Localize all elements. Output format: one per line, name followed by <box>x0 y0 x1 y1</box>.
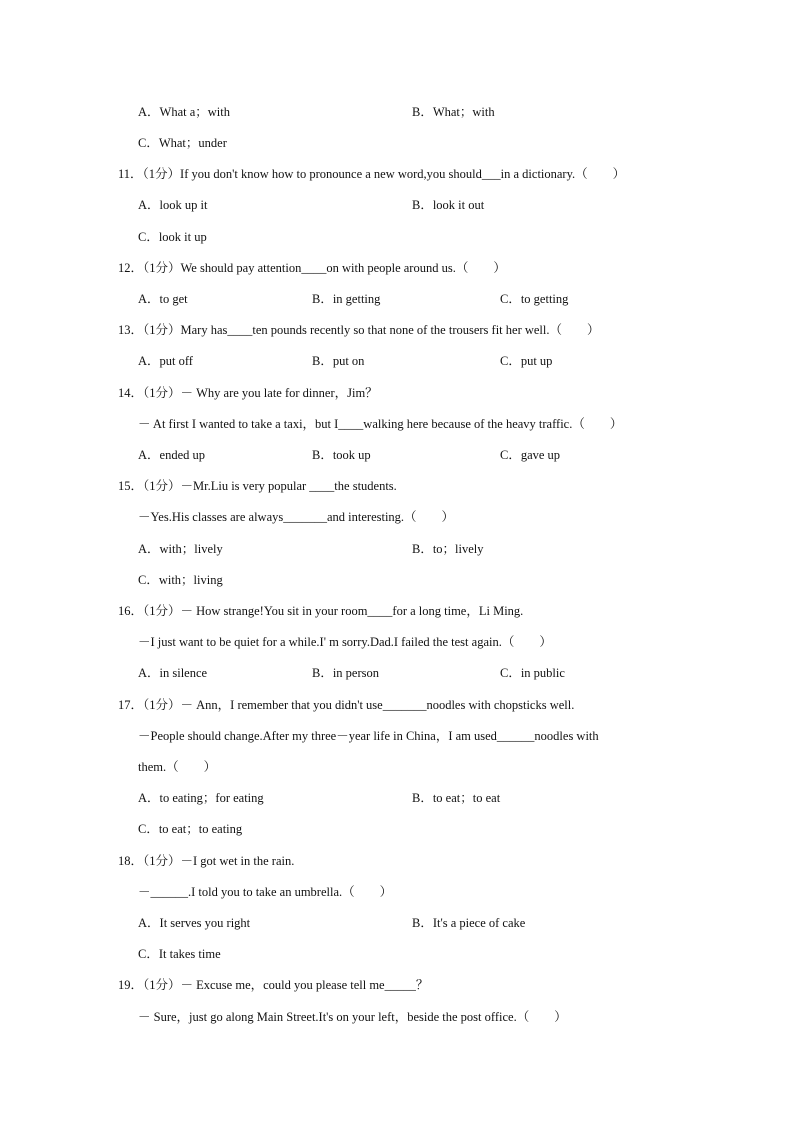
q11-option-a: A．look up it <box>138 198 208 212</box>
q18-dialog-line: －______.I told you to take an umbrella.（ ） <box>138 885 393 899</box>
q16-option-c: C．in public <box>500 666 565 680</box>
q16-dialog-line: －I just want to be quiet for a while.I' m sorry.Dad.I failed the test again.（ ） <box>138 635 552 649</box>
q14-stem: 14．（1分）－ Why are you late for dinner，Jim？ <box>118 386 378 400</box>
q16-option-b: B．in person <box>312 666 380 680</box>
q16-stem: 16．（1分）－ How strange!You sit in your room____for a long time，Li Ming. <box>118 604 524 618</box>
q19-stem: 19．（1分）－ Excuse me，could you please tell me_____？ <box>118 978 429 992</box>
q18-option-a: A．It serves you right <box>138 916 251 930</box>
q13-stem: 13．（1分）Mary has____ten pounds recently so that none of the trousers fit her well.（ ） <box>118 323 600 337</box>
q11-option-c: C．look it up <box>138 230 207 244</box>
q19-dialog-line: － Sure，just go along Main Street.It's on your left，beside the post office.（ ） <box>138 1010 567 1024</box>
q13-option-c: C．put up <box>500 354 553 368</box>
q18-option-c: C．It takes time <box>138 947 221 961</box>
q17-option-c: C．to eat；to eating <box>138 822 243 836</box>
q17-dialog-line-cont: them.（ ） <box>138 760 217 774</box>
q15-option-b: B．to；lively <box>412 542 484 556</box>
q18-option-b: B．It's a piece of cake <box>412 916 526 930</box>
q15-option-c: C．with；living <box>138 573 223 587</box>
q10-option-c: C．What；under <box>138 136 227 150</box>
q15-stem: 15．（1分）－Mr.Liu is very popular ____the students. <box>118 479 397 493</box>
q14-option-a: A．ended up <box>138 448 205 462</box>
q11-option-b: B．look it out <box>412 198 485 212</box>
q17-stem: 17．（1分）－ Ann，I remember that you didn't use_______noodles with chopsticks well. <box>118 698 575 712</box>
q14-option-c: C．gave up <box>500 448 561 462</box>
q11-stem: 11．（1分）If you don't know how to pronounce a new word,you should___in a dictionary.（ ） <box>118 167 626 181</box>
q12-stem: 12．（1分）We should pay attention____on with people around us.（ ） <box>118 261 506 275</box>
q17-option-a: A．to eating；for eating <box>138 791 264 805</box>
q17-option-b: B．to eat；to eat <box>412 791 501 805</box>
q14-dialog-line: － At first I wanted to take a taxi，but I____walking here because of the heavy traffic.（ ） <box>138 417 623 431</box>
q18-stem: 18．（1分）－I got wet in the rain. <box>118 854 295 868</box>
q10-option-b: B．What；with <box>412 105 495 119</box>
q17-dialog-line: －People should change.After my three－year life in China，I am used______noodles with <box>138 729 599 743</box>
q10-option-a: A．What a；with <box>138 105 230 119</box>
q12-option-a: A．to get <box>138 292 188 306</box>
q13-option-a: A．put off <box>138 354 193 368</box>
q15-option-a: A．with；lively <box>138 542 223 556</box>
q16-option-a: A．in silence <box>138 666 208 680</box>
q15-dialog-line: －Yes.His classes are always_______and interesting.（ ） <box>138 510 455 524</box>
q13-option-b: B．put on <box>312 354 365 368</box>
q12-option-b: B．in getting <box>312 292 381 306</box>
q12-option-c: C．to getting <box>500 292 569 306</box>
q14-option-b: B．took up <box>312 448 371 462</box>
